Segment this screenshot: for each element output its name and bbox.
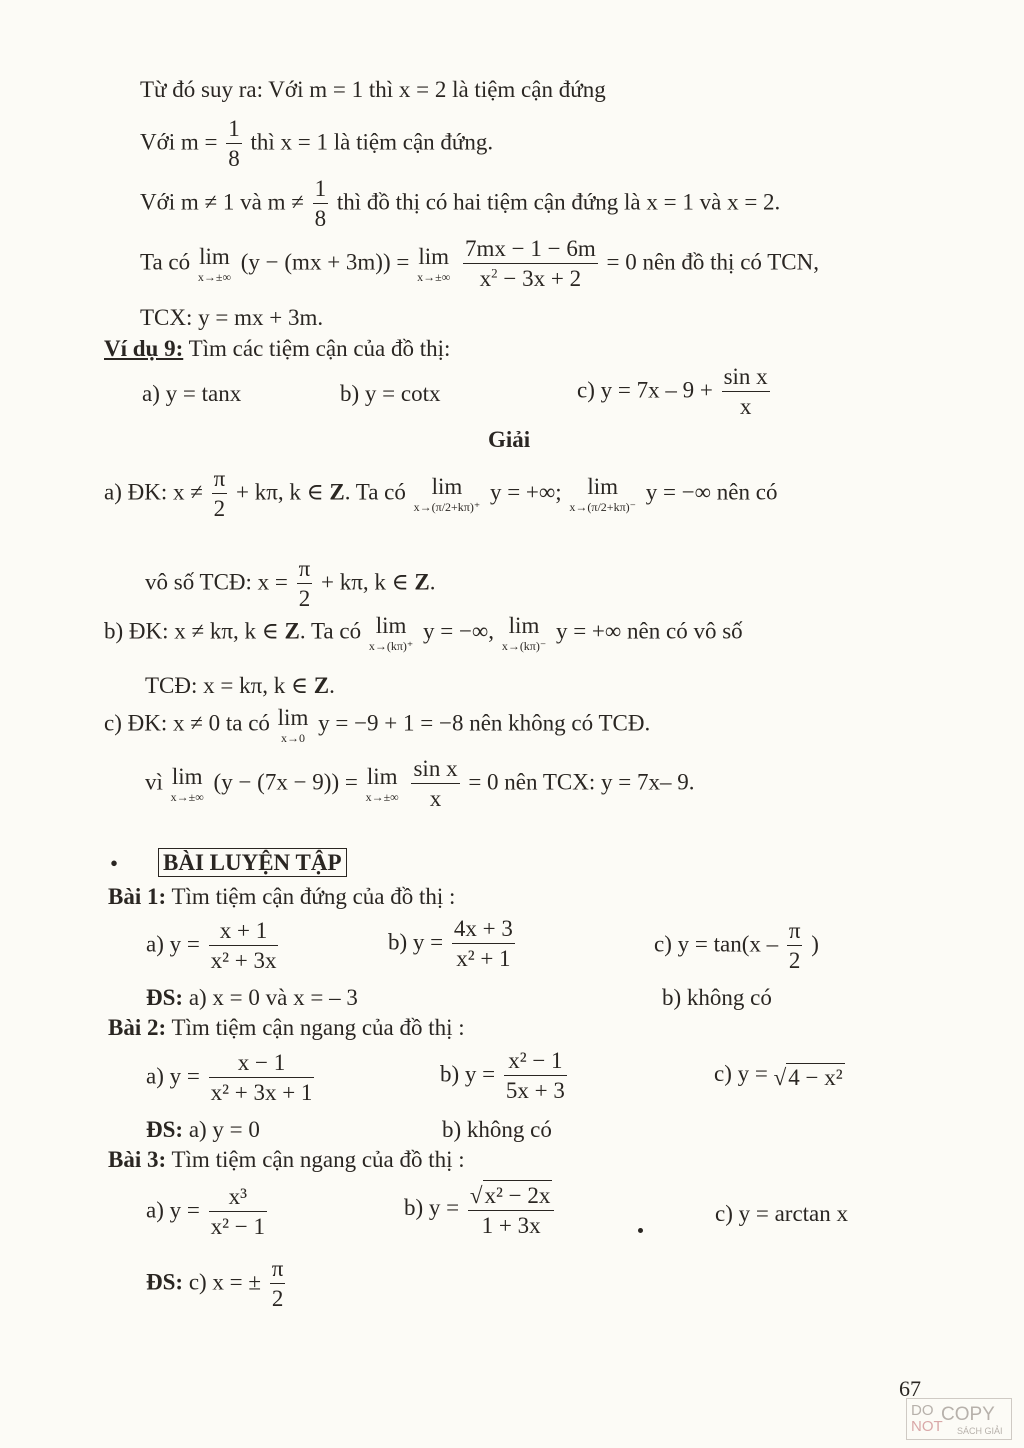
answer-1	[146, 986, 358, 1009]
frac-num: sin x	[722, 364, 770, 392]
l2-a: Với m =	[140, 129, 218, 155]
sb-e: y = +∞ nên có vô số	[555, 618, 743, 644]
sb-a: b) ĐK: x ≠ kπ, k ∈	[104, 618, 279, 644]
sa-a: a) ĐK: x ≠	[104, 479, 203, 505]
frac-num: π	[297, 556, 313, 584]
frac-den: 5x + 3	[505, 1078, 565, 1104]
frac-num: x² − 1	[504, 1048, 567, 1076]
example-9-label: Ví dụ 9:	[104, 336, 184, 361]
limit-sc2-2	[366, 765, 399, 803]
page-number: 67	[899, 1376, 921, 1401]
wm-do: DO	[911, 1402, 934, 1419]
fraction-1-8b	[313, 176, 329, 233]
frac-den: x² − 1	[210, 1214, 265, 1240]
lim-word: lim	[418, 244, 450, 270]
ex3-a: a) y =	[146, 1197, 200, 1223]
exercise-1-label: Bài 1:	[108, 884, 167, 909]
exercise-2-option-c	[714, 1062, 845, 1089]
fraction-sinx-x	[722, 364, 770, 421]
frac-den: 2	[271, 1286, 284, 1312]
text-line-1: Từ đó suy ra: Với m = 1 thì x = 2 là tiệm cận đứng	[140, 77, 606, 102]
frac-num: π	[270, 1256, 286, 1284]
frac-den: 2	[298, 586, 311, 612]
lim-word: lim	[375, 613, 407, 638]
example-9-text: Tìm các tiệm cận của đồ thị:	[188, 336, 451, 361]
answer-2	[146, 1118, 260, 1141]
exercise-2-option-a	[146, 1050, 317, 1107]
l4-c: = 0 nên đồ thị có TCN,	[606, 249, 819, 275]
ex2-c: c) y =	[714, 1061, 768, 1086]
l4-a: Ta có	[140, 249, 191, 275]
sa-b: + kπ, k ∈	[235, 479, 324, 505]
fraction-pi-2b	[297, 556, 313, 613]
solution-c-line-1	[104, 706, 650, 744]
ex1-c-fraction	[787, 918, 803, 975]
exercise-2-text: Tìm tiệm cận ngang của đồ thị :	[171, 1015, 465, 1040]
lim-sub: x→(kπ)⁻	[501, 639, 547, 653]
stray-dot	[638, 1228, 643, 1233]
ex1-c: c) y = tan(x –	[654, 931, 779, 957]
frac-den: 8	[314, 206, 327, 232]
vd9-option-b: b) y = cotx	[340, 381, 441, 406]
lim-sub: x→±∞	[417, 270, 451, 285]
frac-den: 2	[213, 496, 226, 522]
sb-c: . Ta có	[299, 618, 362, 644]
radicand: x² − 2x	[483, 1180, 553, 1209]
wm-not: NOT	[911, 1418, 943, 1435]
lim-word: lim	[587, 474, 619, 500]
sb-d: y = −∞,	[422, 618, 495, 644]
lim-sub: x→(kπ)⁺	[368, 639, 414, 653]
frac-num: sin x	[411, 756, 459, 784]
lim-word: lim	[171, 764, 203, 790]
frac-den: 2	[788, 948, 801, 974]
sqrt-expression: √4 − x²	[773, 1064, 843, 1090]
practice-heading-box: BÀI LUYỆN TẬP	[158, 848, 347, 877]
text-line-3	[140, 176, 780, 233]
lim-word: lim	[508, 613, 540, 638]
exercise-1-option-c	[654, 918, 819, 975]
ex1-a-fraction	[209, 918, 279, 975]
limit-sb-2	[502, 614, 546, 652]
solution-b-line-2	[145, 674, 335, 697]
ex2-b-fraction	[504, 1048, 567, 1105]
set-Z: Z	[313, 673, 330, 698]
ex3-b-fraction	[468, 1180, 555, 1240]
text-line-2	[140, 116, 493, 173]
l2-b: thì x = 1 là tiệm cận đứng.	[250, 129, 494, 155]
sa2-c: .	[429, 569, 436, 595]
bullet: •	[110, 851, 119, 876]
exercise-3-heading	[108, 1148, 465, 1171]
solution-a-line-1	[104, 466, 777, 523]
sa-c: . Ta có	[344, 479, 406, 505]
frac-den: $x^2 - 3x + 2$	[479, 265, 582, 292]
exercise-1-option-a	[146, 918, 281, 975]
answer-3-a: c) x = ±	[188, 1269, 262, 1295]
answer-label: ĐS:	[146, 1269, 184, 1295]
ex2-a-fraction	[209, 1050, 315, 1107]
lim-sub: x→(π/2+kπ)⁺	[413, 500, 481, 515]
frac-num	[468, 1180, 555, 1211]
frac-den: x	[429, 786, 442, 812]
wm-copy: COPY	[941, 1404, 995, 1425]
exercise-3-label: Bài 3:	[108, 1147, 167, 1172]
vd9-option-c	[577, 364, 773, 421]
sb2-c: .	[329, 673, 335, 698]
lim-sub: x→0	[281, 731, 305, 745]
ex3-a-fraction	[209, 1184, 267, 1241]
frac-num: 7mx − 1 − 6m	[463, 236, 598, 264]
exercise-3-option-a	[146, 1184, 270, 1241]
ex1-a: a) y =	[146, 931, 200, 957]
l4-b: (y − (mx + 3m)) =	[240, 249, 410, 275]
set-Z: Z	[284, 618, 300, 644]
lim-sub: x→±∞	[197, 270, 232, 285]
solution-b-line-1	[104, 614, 743, 652]
answer-3	[146, 1256, 288, 1313]
lim-word: lim	[431, 474, 463, 500]
answer-2-a: a) y = 0	[188, 1117, 260, 1142]
limit-2	[417, 245, 450, 283]
sqrt-expression: √x² − 2x	[470, 1180, 553, 1209]
l3-b: thì đồ thị có hai tiệm cận đứng là x = 1 và x = 2.	[336, 189, 781, 215]
practice-heading	[158, 851, 347, 874]
fraction-pi-2	[212, 466, 228, 523]
ds3-fraction	[270, 1256, 286, 1313]
frac-num: x − 1	[209, 1050, 315, 1078]
frac-num: x + 1	[209, 918, 279, 946]
frac-den: 1 + 3x	[481, 1213, 541, 1239]
solution-heading: Giải	[488, 427, 531, 452]
fraction-l4	[463, 236, 598, 293]
exercise-1-heading	[108, 885, 455, 908]
text-line-5: TCX: y = mx + 3m.	[140, 305, 324, 330]
fraction-1-8	[226, 116, 242, 173]
limit-sc2-1	[171, 765, 204, 803]
vd9-c-text: c) y = 7x – 9 +	[577, 377, 713, 403]
lim-word: lim	[277, 705, 309, 730]
limit-1	[198, 245, 231, 283]
sa-d: y = +∞;	[489, 479, 562, 505]
answer-2-b: b) không có	[442, 1117, 552, 1142]
frac-num: π	[212, 466, 228, 494]
lim-sub: x→±∞	[365, 790, 399, 805]
exercise-3-option-b	[404, 1180, 557, 1240]
sb2-a: TCĐ: x = kπ, k ∈	[145, 673, 308, 698]
ex1-b-fraction	[452, 916, 515, 973]
ex2-a: a) y =	[146, 1063, 200, 1089]
lim-sub: x→(π/2+kπ)⁻	[569, 500, 636, 515]
frac-den: x	[739, 394, 752, 420]
answer-1-a: a) x = 0 và x = – 3	[188, 985, 358, 1010]
sc-a: c) ĐK: x ≠ 0 ta có	[104, 710, 270, 736]
radicand: 4 − x²	[788, 1064, 843, 1090]
limit-sc	[278, 706, 309, 744]
lim-sub: x→±∞	[170, 790, 204, 805]
l3-a: Với m ≠ 1 và m ≠	[140, 189, 304, 215]
sc2-b: (y − (7x − 9)) =	[213, 769, 358, 795]
exercise-1-text: Tìm tiệm cận đứng của đồ thị :	[171, 884, 456, 909]
exercise-2-heading	[108, 1016, 465, 1039]
frac-num: 1	[313, 176, 329, 204]
ex1-c-end: )	[811, 931, 819, 957]
exercise-2-option-b	[440, 1048, 570, 1105]
frac-den: x² + 3x + 1	[210, 1080, 313, 1106]
limit-sa-1	[414, 475, 481, 513]
frac-den: x² + 3x	[210, 948, 277, 974]
text-line-4	[140, 236, 819, 293]
lim-word: lim	[199, 244, 230, 270]
frac-num: π	[787, 918, 803, 946]
frac-num: x³	[209, 1184, 267, 1212]
sc2-c: = 0 nên TCX: y = 7x– 9.	[468, 769, 695, 795]
solution-a-line-2	[145, 556, 435, 613]
set-Z: Z	[329, 479, 345, 505]
frac-den: 8	[228, 146, 240, 172]
exercise-3-text: Tìm tiệm cận ngang của đồ thị :	[171, 1147, 465, 1172]
ex3-b: b) y =	[404, 1195, 460, 1221]
frac-num: 4x + 3	[452, 916, 515, 944]
exercise-2-label: Bài 2:	[108, 1015, 167, 1040]
answer-label: ĐS:	[146, 1117, 184, 1142]
sa2-a: vô số TCĐ: x =	[145, 569, 288, 595]
lim-word: lim	[366, 764, 398, 790]
answer-1-b: b) không có	[662, 985, 772, 1010]
frac-den: x² + 1	[456, 946, 511, 972]
sc2-a: vì	[145, 769, 163, 795]
watermark-logo	[906, 1398, 1012, 1440]
sc-b: y = −9 + 1 = −8 nên không có TCĐ.	[318, 710, 651, 736]
example-9-heading	[104, 337, 450, 360]
answer-label: ĐS:	[146, 985, 184, 1010]
wm-sach: SÁCH GIẢI	[957, 1426, 1003, 1436]
exercise-3-option-c: c) y = arctan x	[715, 1201, 849, 1226]
sa2-b: + kπ, k ∈	[321, 569, 409, 595]
ex2-b: b) y =	[440, 1061, 496, 1087]
fraction-sinx-x-2	[411, 756, 459, 813]
sa-e: y = −∞ nên có	[645, 479, 778, 505]
set-Z: Z	[414, 569, 430, 595]
limit-sa-2	[569, 475, 636, 513]
solution-c-line-2	[145, 756, 694, 813]
limit-sb-1	[369, 614, 413, 652]
frac-num: 1	[226, 116, 242, 144]
ex1-b: b) y =	[388, 929, 444, 955]
exercise-1-option-b	[388, 916, 518, 973]
vd9-option-a: a) y = tanx	[142, 381, 242, 406]
